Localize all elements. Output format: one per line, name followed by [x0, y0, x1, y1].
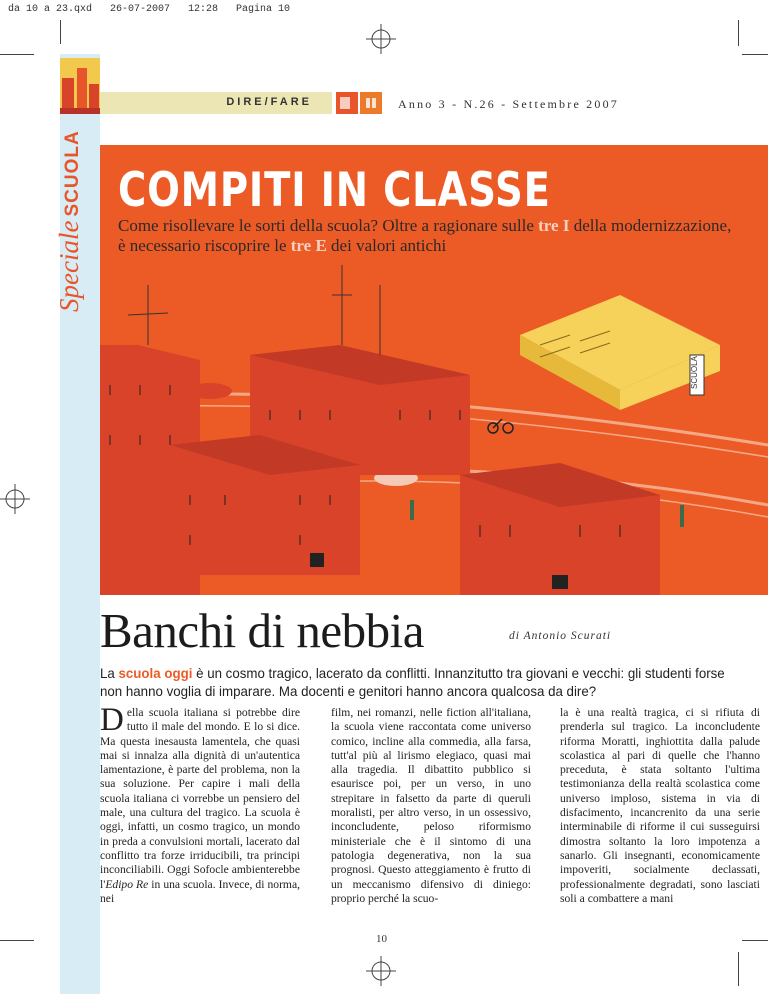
crop-mark [0, 54, 34, 55]
crop-mark [742, 54, 768, 55]
article-column-2: film, nei romanzi, nelle fiction all'italiana, la scuola viene raccontata come universo comico, incline alla commedia, alla farsa, tutt'al più al lirismo elegiaco, quasi mai alla tragedia. Il dibattito pubblico si esaurisce poi, per un verso, in uno strepitare in falsetto da parte di queruli moralisti, per altro verso, in un ossessivo, inconcludente, peloso riformismo ministeriale che è il sintomo di una patologia degenerativa, non la sua prognosi. Questo atteggiamento è frutto di un meccanismo difensivo di diniego: proprio perché la scuo- [331, 706, 531, 905]
article-deck: La scuola oggi è un cosmo tragico, lacerato da conflitti. Innanzitutto tra giovani e vecchi: gli studenti forse non hanno voglia di imparare. Ma docenti e genitori hanno ancora qualcosa da dire? [100, 665, 725, 699]
crop-mark [742, 940, 768, 941]
hero-subtitle-emphasis: tre I [538, 216, 570, 235]
registration-mark-top [366, 24, 396, 54]
page-number: 10 [376, 933, 387, 945]
pedestrian-icon [410, 500, 414, 520]
print-slug: da 10 a 23.qxd 26-07-2007 12:28 Pagina 10 [8, 4, 291, 15]
article-byline: di Antonio Scurati [509, 630, 612, 642]
deck-highlight: scuola oggi [118, 665, 193, 681]
school-sign: SCUOLA [690, 356, 699, 389]
pedestrian-icon [680, 505, 684, 527]
drop-cap: D [100, 702, 124, 738]
registration-mark-bottom [366, 956, 396, 986]
issue-line: Anno 3 - N.26 - Settembre 2007 [398, 97, 619, 111]
town-logo-icon [60, 58, 100, 114]
sidebar-label [54, 130, 85, 312]
school-building [520, 295, 720, 410]
crop-mark [738, 952, 739, 986]
sidebar-label-italic: Speciale [54, 220, 84, 312]
crop-mark [60, 20, 61, 44]
section-name: DIRE/FARE [226, 96, 312, 108]
hero-subtitle: Come risollevare le sorti della scuola? Oltre a ragionare sulle tre I della modernizzazione, è necessario riscoprire le tre E dei valori antichi [118, 216, 732, 255]
hero-illustration [100, 145, 768, 595]
registration-mark-left [0, 484, 30, 514]
hero-title: COMPITI IN CLASSE [118, 163, 551, 218]
article-column-1: Della scuola italiana si potrebbe dire tutto il male del mondo. E lo si dice. Ma questa inesausta lamentela, che quasi mai si innalza alla dignità di un'autentica lamentazione, è parte del problema, non la sua soluzione. Per capire i mali della scuola italiana ci vorrebbe un pensiero del male, una cultura del tragico. La scuola è oggi, infatti, un cosmo tragico, un mondo in preda a convulsioni mortali, lacerato dal conflitto tra forze irriducibili, tra principi inconciliabili. Oggi Sofocle ambienterebbe l'Edipo Re in una scuola. Invece, di norma, nei [100, 702, 300, 905]
article-column-3: la è una realtà tragica, ci si rifiuta di prenderla sul tragico. La inconcludente riforma Moratti, inghiottita dalla palude scolastica al pari di quelle che l'hanno preceduta, è stata soltanto l'ultima testimonianza della realtà scolastica come universo imploso, sistema in via di disfacimento, incancrenito da una serie interminabile di riforme il cui susseguirsi dimostra soltanto la loro impotenza a sanarlo. Gli insegnanti, economicamente impoveriti, socialmente declassati, professionalmente degradati, sono lasciati soli a combattere a mani [560, 706, 760, 905]
magazine-logo-icon [336, 92, 382, 114]
crop-mark [0, 940, 34, 941]
article-headline: Banchi di nebbia [100, 603, 425, 658]
sidebar-label-caps: SCUOLA [62, 130, 83, 217]
crop-mark [738, 20, 739, 46]
hero-subtitle-emphasis: tre E [290, 236, 327, 255]
